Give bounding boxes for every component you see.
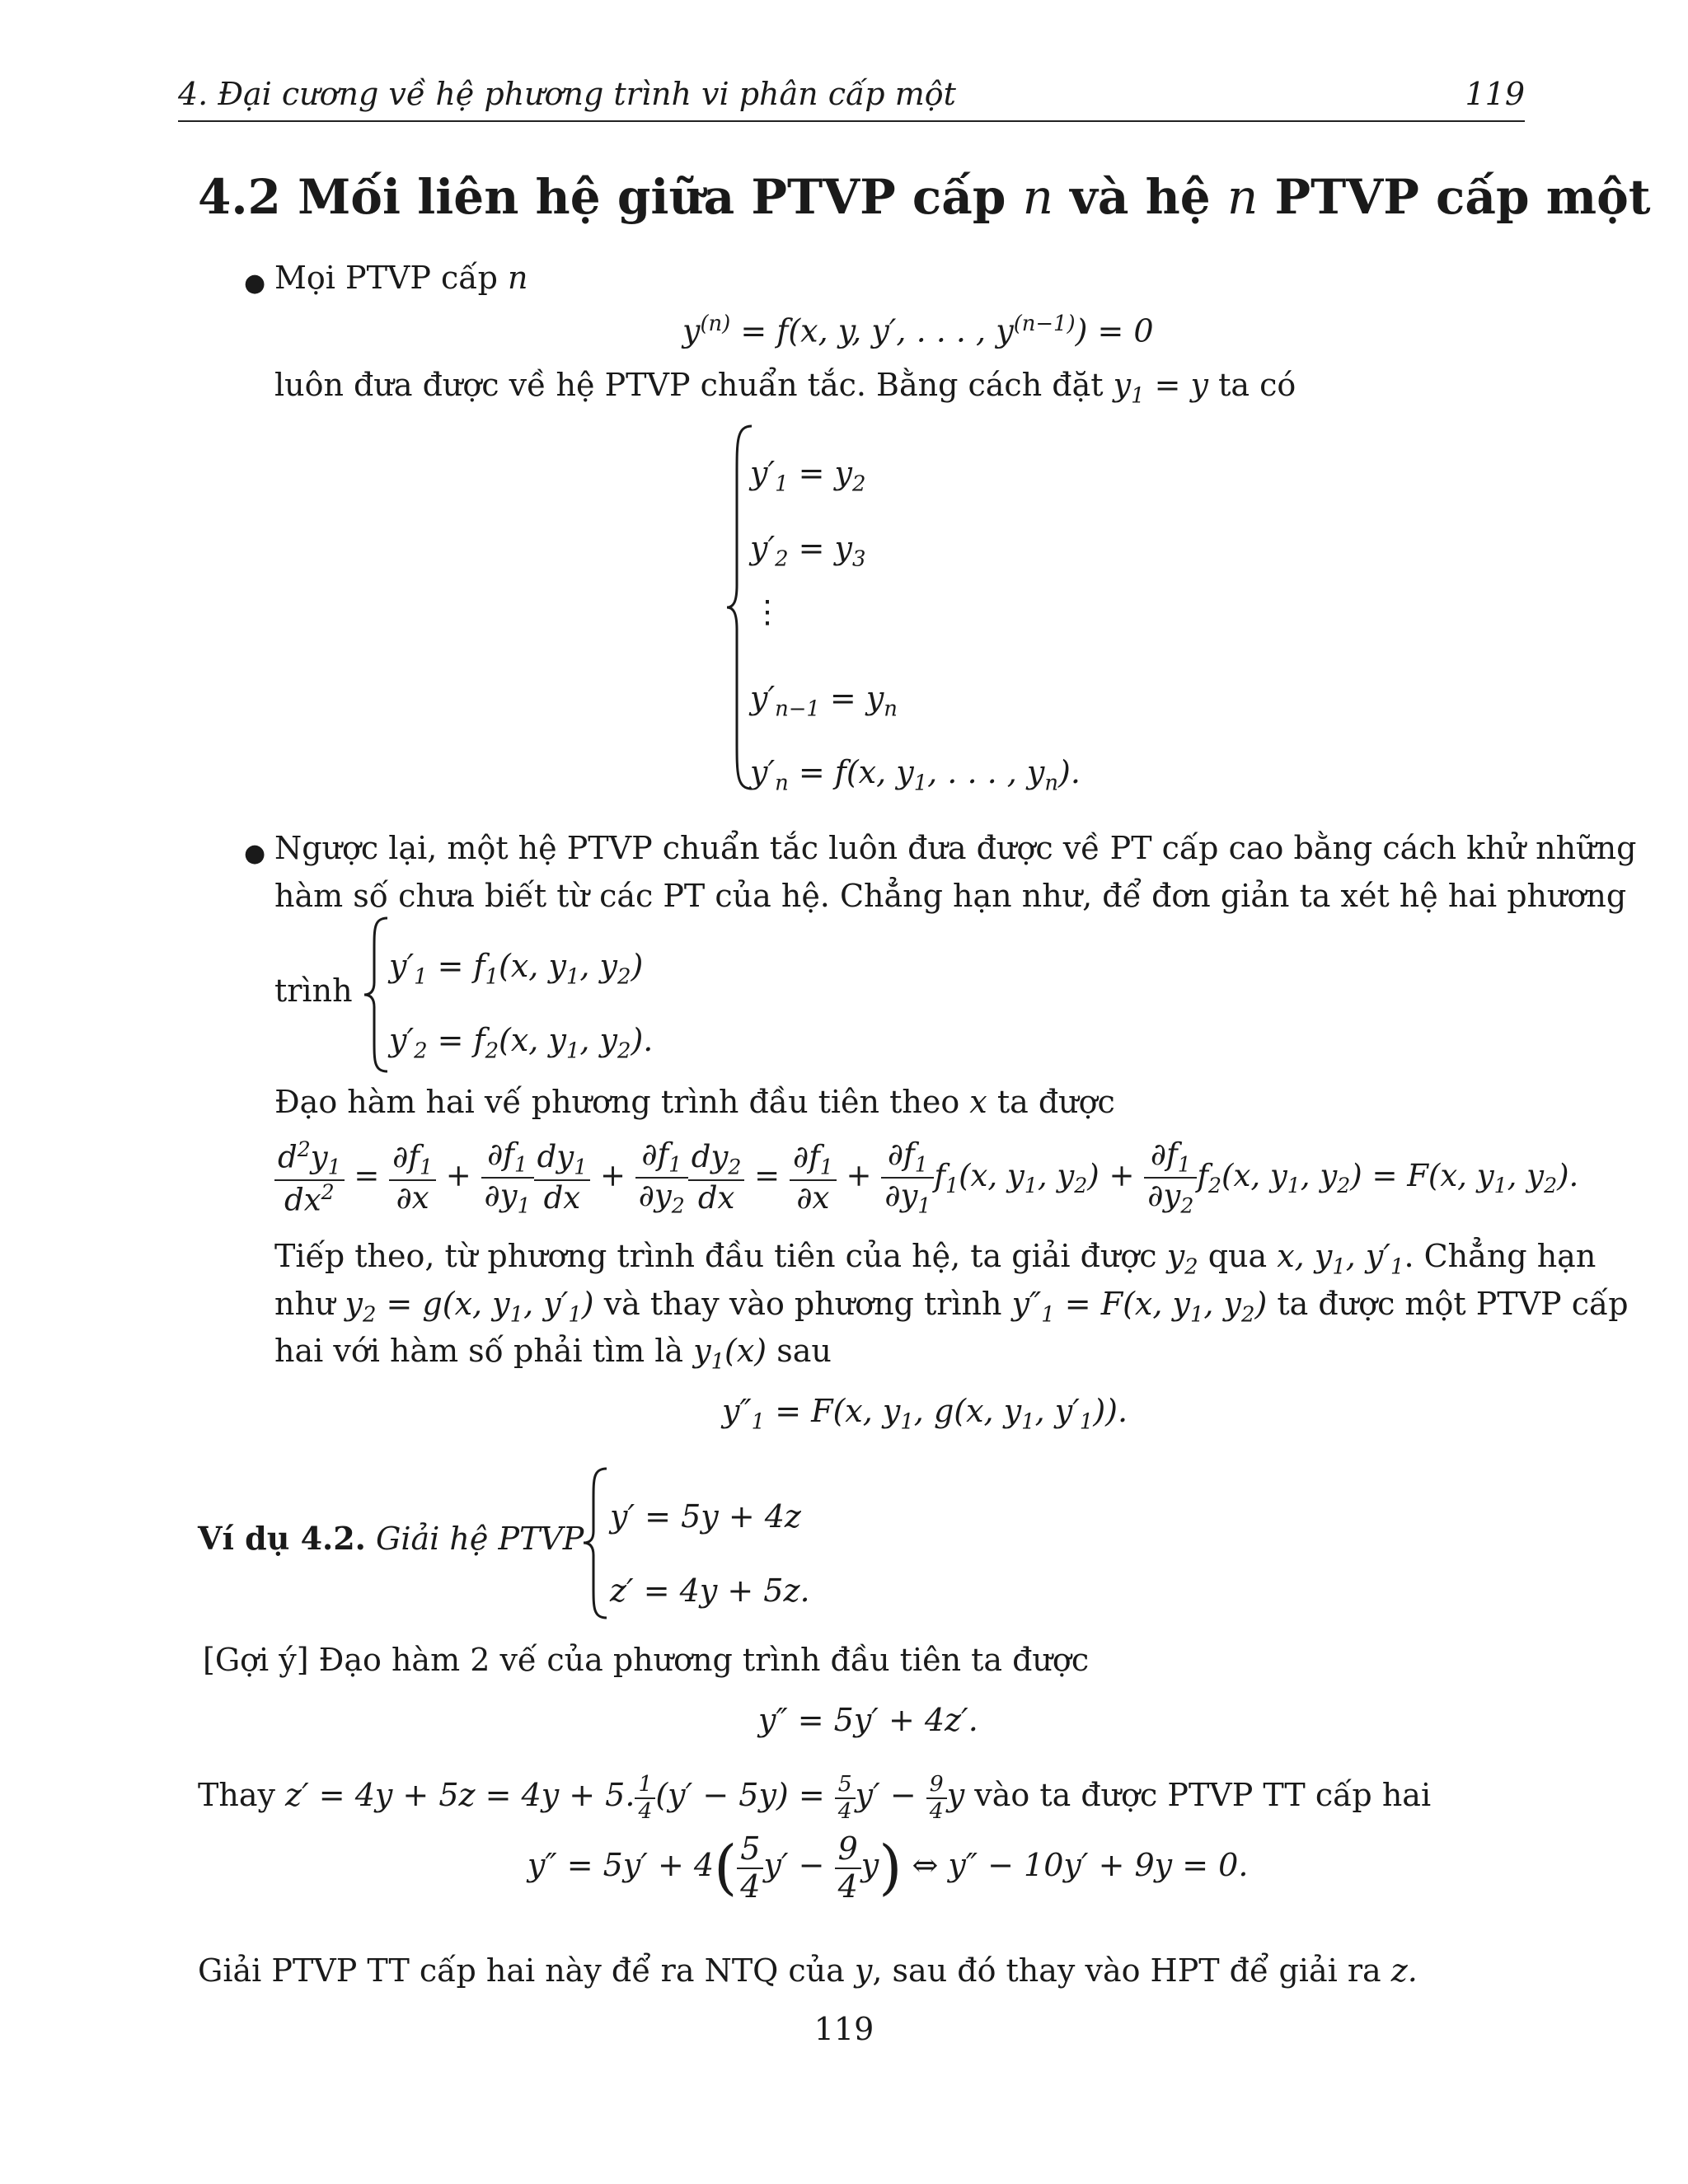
bullet-dot: ● [244, 269, 266, 298]
derivative-intro-var: x [969, 1084, 987, 1120]
next-line3-math: $y_1(x)$ [693, 1333, 767, 1375]
conclusion-var-y: y [854, 1952, 873, 1989]
next-line2-text: như [274, 1286, 335, 1322]
bullet2-line1: Ngược lại, một hệ PTVP chuẩn tắc luôn đưa được về PT cấp cao bằng cách khử những [274, 830, 1637, 866]
substitution-line [198, 1772, 1431, 1824]
final-ode-equation: y″ = 5y′ + 4( $\frac{5}{4}$ y′ − $\frac{9}{4}$ y) ⇔ y″ − 10y′ + 9y = 0. [528, 1830, 1249, 1905]
substitution-math: z′ = 4y + 5z = 4y + 5. $\frac{1}{4}$ (y′ − 5y) = $\frac{5}{4}$ y′ − $\frac{9}{4}$ y [285, 1771, 965, 1824]
bullet1-line2-text: luôn đưa được về hệ PTVP chuẩn tắc. Bằng cách đặt [274, 367, 1104, 403]
bullet1-line2-text-b: ta có [1218, 367, 1296, 403]
substitution-text: Thay [198, 1777, 275, 1814]
section-title [198, 169, 1651, 225]
bullet1-line2-math: $y_1 = y$ [1113, 367, 1208, 409]
example-brace [582, 1467, 612, 1619]
conclusion-var-z: z. [1390, 1952, 1418, 1989]
next-line1-text-b: qua [1207, 1238, 1268, 1274]
bullet2-line2: hàm số chưa biết từ các PT của hệ. Chẳng hạn như, để đơn giản ta xét hệ hai phương [274, 878, 1627, 914]
system2-eq-2: $y'_2 = f_2(x$, $y_1$, $y_2$). [389, 1022, 654, 1064]
next-line1-text: Tiếp theo, từ phương trình đầu tiên của hệ, ta giải được [274, 1238, 1157, 1274]
section-title-text-1: Mối liên hệ giữa PTVP cấp [298, 169, 1006, 225]
conclusion-text-b: , sau đó thay vào HPT để giải ra [872, 1952, 1381, 1989]
example-eq-1: y′ = 5y + 4z [610, 1498, 801, 1535]
system-eq-n: $y'_n = f(x$, $y_1$, . . . , $y_n$). [750, 754, 1081, 796]
equation-nth-order: $y^{(n)} = f(x$, y, y′, . . . , $y^{(n-1)}) = 0$ [682, 312, 1154, 349]
running-header-title: 4. Đại cương về hệ phương trình vi phân cấp một [178, 76, 956, 112]
section-title-var-n2: n [1226, 169, 1259, 225]
substitution-text-b: vào ta được PTVP TT cấp hai [974, 1777, 1432, 1814]
next-line3-text: hai với hàm số phải tìm là [274, 1333, 684, 1369]
conclusion-line [198, 1952, 1418, 1989]
derivative-intro [274, 1086, 1115, 1118]
next-line2-text-b: và thay vào phương trình [603, 1286, 1002, 1322]
bullet1-intro-var: n [508, 260, 528, 296]
next-line3-text-b: sau [776, 1333, 832, 1369]
example-label-line [198, 1520, 584, 1557]
hint-equation: y″ = 5y′ + 4z′. [758, 1702, 978, 1738]
next-line3 [274, 1335, 832, 1373]
system-vdots: ⋮ [752, 593, 783, 630]
running-header-page: 119 [1465, 76, 1525, 112]
section-number: 4.2 [198, 169, 281, 225]
second-order-equation: $y''_1 = F(x$, $y_1$, g(x, $y_1$, $y'_1$)). [722, 1393, 1128, 1435]
example-eq-2: z′ = 4y + 5z. [610, 1572, 810, 1609]
system2-eq-1: $y'_1 = f_1(x$, $y_1$, $y_2$) [389, 948, 644, 990]
section-title-text-2: và hệ [1070, 169, 1211, 225]
system-eq-n-1: $y'_{n-1} = y_n$ [750, 680, 898, 722]
bullet1-intro [274, 260, 528, 296]
derivative-intro-text-b: ta được [996, 1084, 1115, 1120]
section-title-text-3: PTVP cấp một [1274, 169, 1651, 225]
hint-line: [Gợi ý] Đạo hàm 2 vế của phương trình đầu tiên ta được [203, 1642, 1090, 1678]
next-line1-math1: $y_2$ [1166, 1238, 1198, 1280]
example-label: Ví dụ 4.2. [198, 1520, 366, 1557]
derivative-equation: $\frac{d^2y_1}{dx^2}$ = $\frac{\partial f_1}{\partial x}$ + $\frac{\partial f_1}{\partial y_1}$ $\frac{dy_1}{dx}$ + $\frac{\partial f_1}{\partial y_2}$ $\frac{dy_2}{dx}$ = $\frac{\partial f_1}{\partial x}$ + $\frac{\partial f_1}{\partial y_1}$ $f_1(x$, $y_1$, $y_2$) + $\frac{\partial f_1}{\partial y_2}$ $f_2(x$, $y_1$, $y_2) = F(x$, $y_1$, $y_2$). [274, 1137, 1578, 1219]
running-header [178, 73, 1525, 122]
next-line1-math2: x, $y_1$, $y'_1$ [1277, 1238, 1404, 1280]
next-line2-math2: $y''_1 = F(x$, $y_1$, $y_2$) [1011, 1286, 1268, 1328]
bullet-dot-2: ● [244, 839, 266, 868]
next-line2-text-c: ta được một PTVP cấp [1277, 1286, 1629, 1322]
bullet1-line2 [274, 369, 1296, 407]
example-text: Giải hệ PTVP [376, 1521, 584, 1557]
system-eq-1: $y'_1 = y_2$ [750, 455, 866, 497]
section-title-var-n: n [1022, 169, 1053, 225]
bullet2-line3: trình [274, 972, 353, 1009]
next-line1-text-c: . Chẳng hạn [1404, 1238, 1597, 1274]
page-number: 119 [814, 2011, 874, 2047]
next-line2 [274, 1288, 1629, 1326]
system2-brace [363, 916, 392, 1073]
bullet1-intro-text: Mọi PTVP cấp [274, 260, 498, 296]
system-eq-2: $y'_2 = y_3$ [750, 530, 866, 572]
derivative-intro-text: Đạo hàm hai vế phương trình đầu tiên theo [274, 1084, 960, 1120]
next-line2-math1: $y_2 = g(x$, $y_1$, $y'_1$) [345, 1286, 594, 1328]
conclusion-text: Giải PTVP TT cấp hai này để ra NTQ của [198, 1952, 845, 1989]
next-line1 [274, 1240, 1596, 1278]
